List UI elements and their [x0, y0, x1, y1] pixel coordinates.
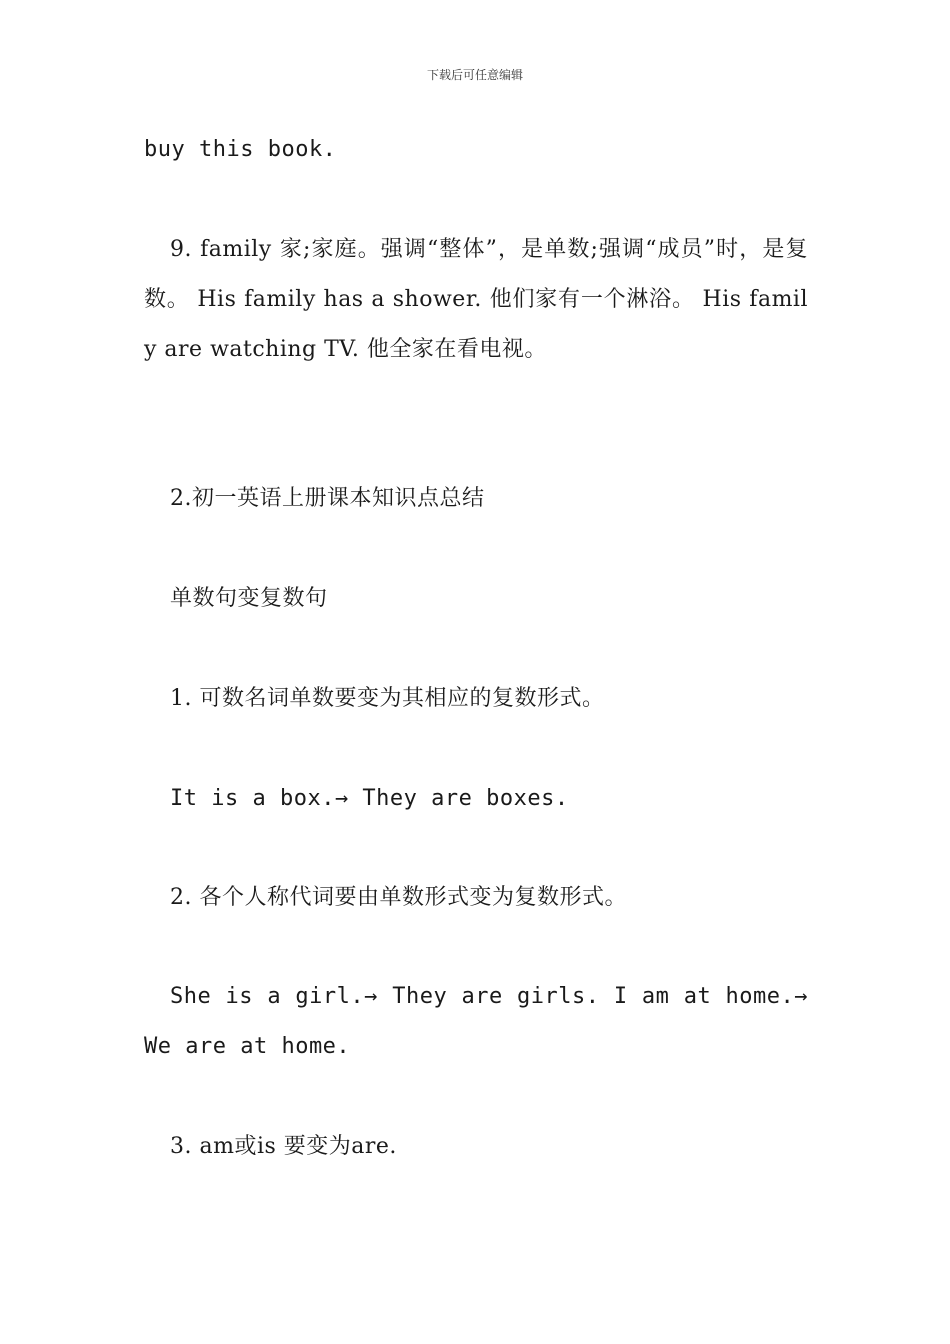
rule-1: 1. 可数名词单数要变为其相应的复数形式。 — [170, 686, 605, 711]
paragraph-family-note: 9. family 家;家庭。强调“整体”，是单数;强调“成员”时，是复数。 His family has a shower. 他们家有一个淋浴。 His family are watching TV. 他全家在看电视。 — [144, 237, 808, 362]
paragraph-continuation: buy this book. — [144, 137, 337, 162]
page-header: 下载后可任意编辑 — [426, 68, 523, 82]
example-2: She is a girl.→ They are girls. I am at home.→ We are at home. — [144, 984, 808, 1059]
subsection-heading: 单数句变复数句 — [170, 586, 328, 611]
example-1: It is a box.→ They are boxes. — [170, 786, 569, 811]
rule-2: 2. 各个人称代词要由单数形式变为复数形式。 — [170, 885, 627, 910]
rule-3: 3. am或is 要变为are. — [170, 1134, 397, 1159]
section-heading: 2.初一英语上册课本知识点总结 — [170, 486, 485, 511]
